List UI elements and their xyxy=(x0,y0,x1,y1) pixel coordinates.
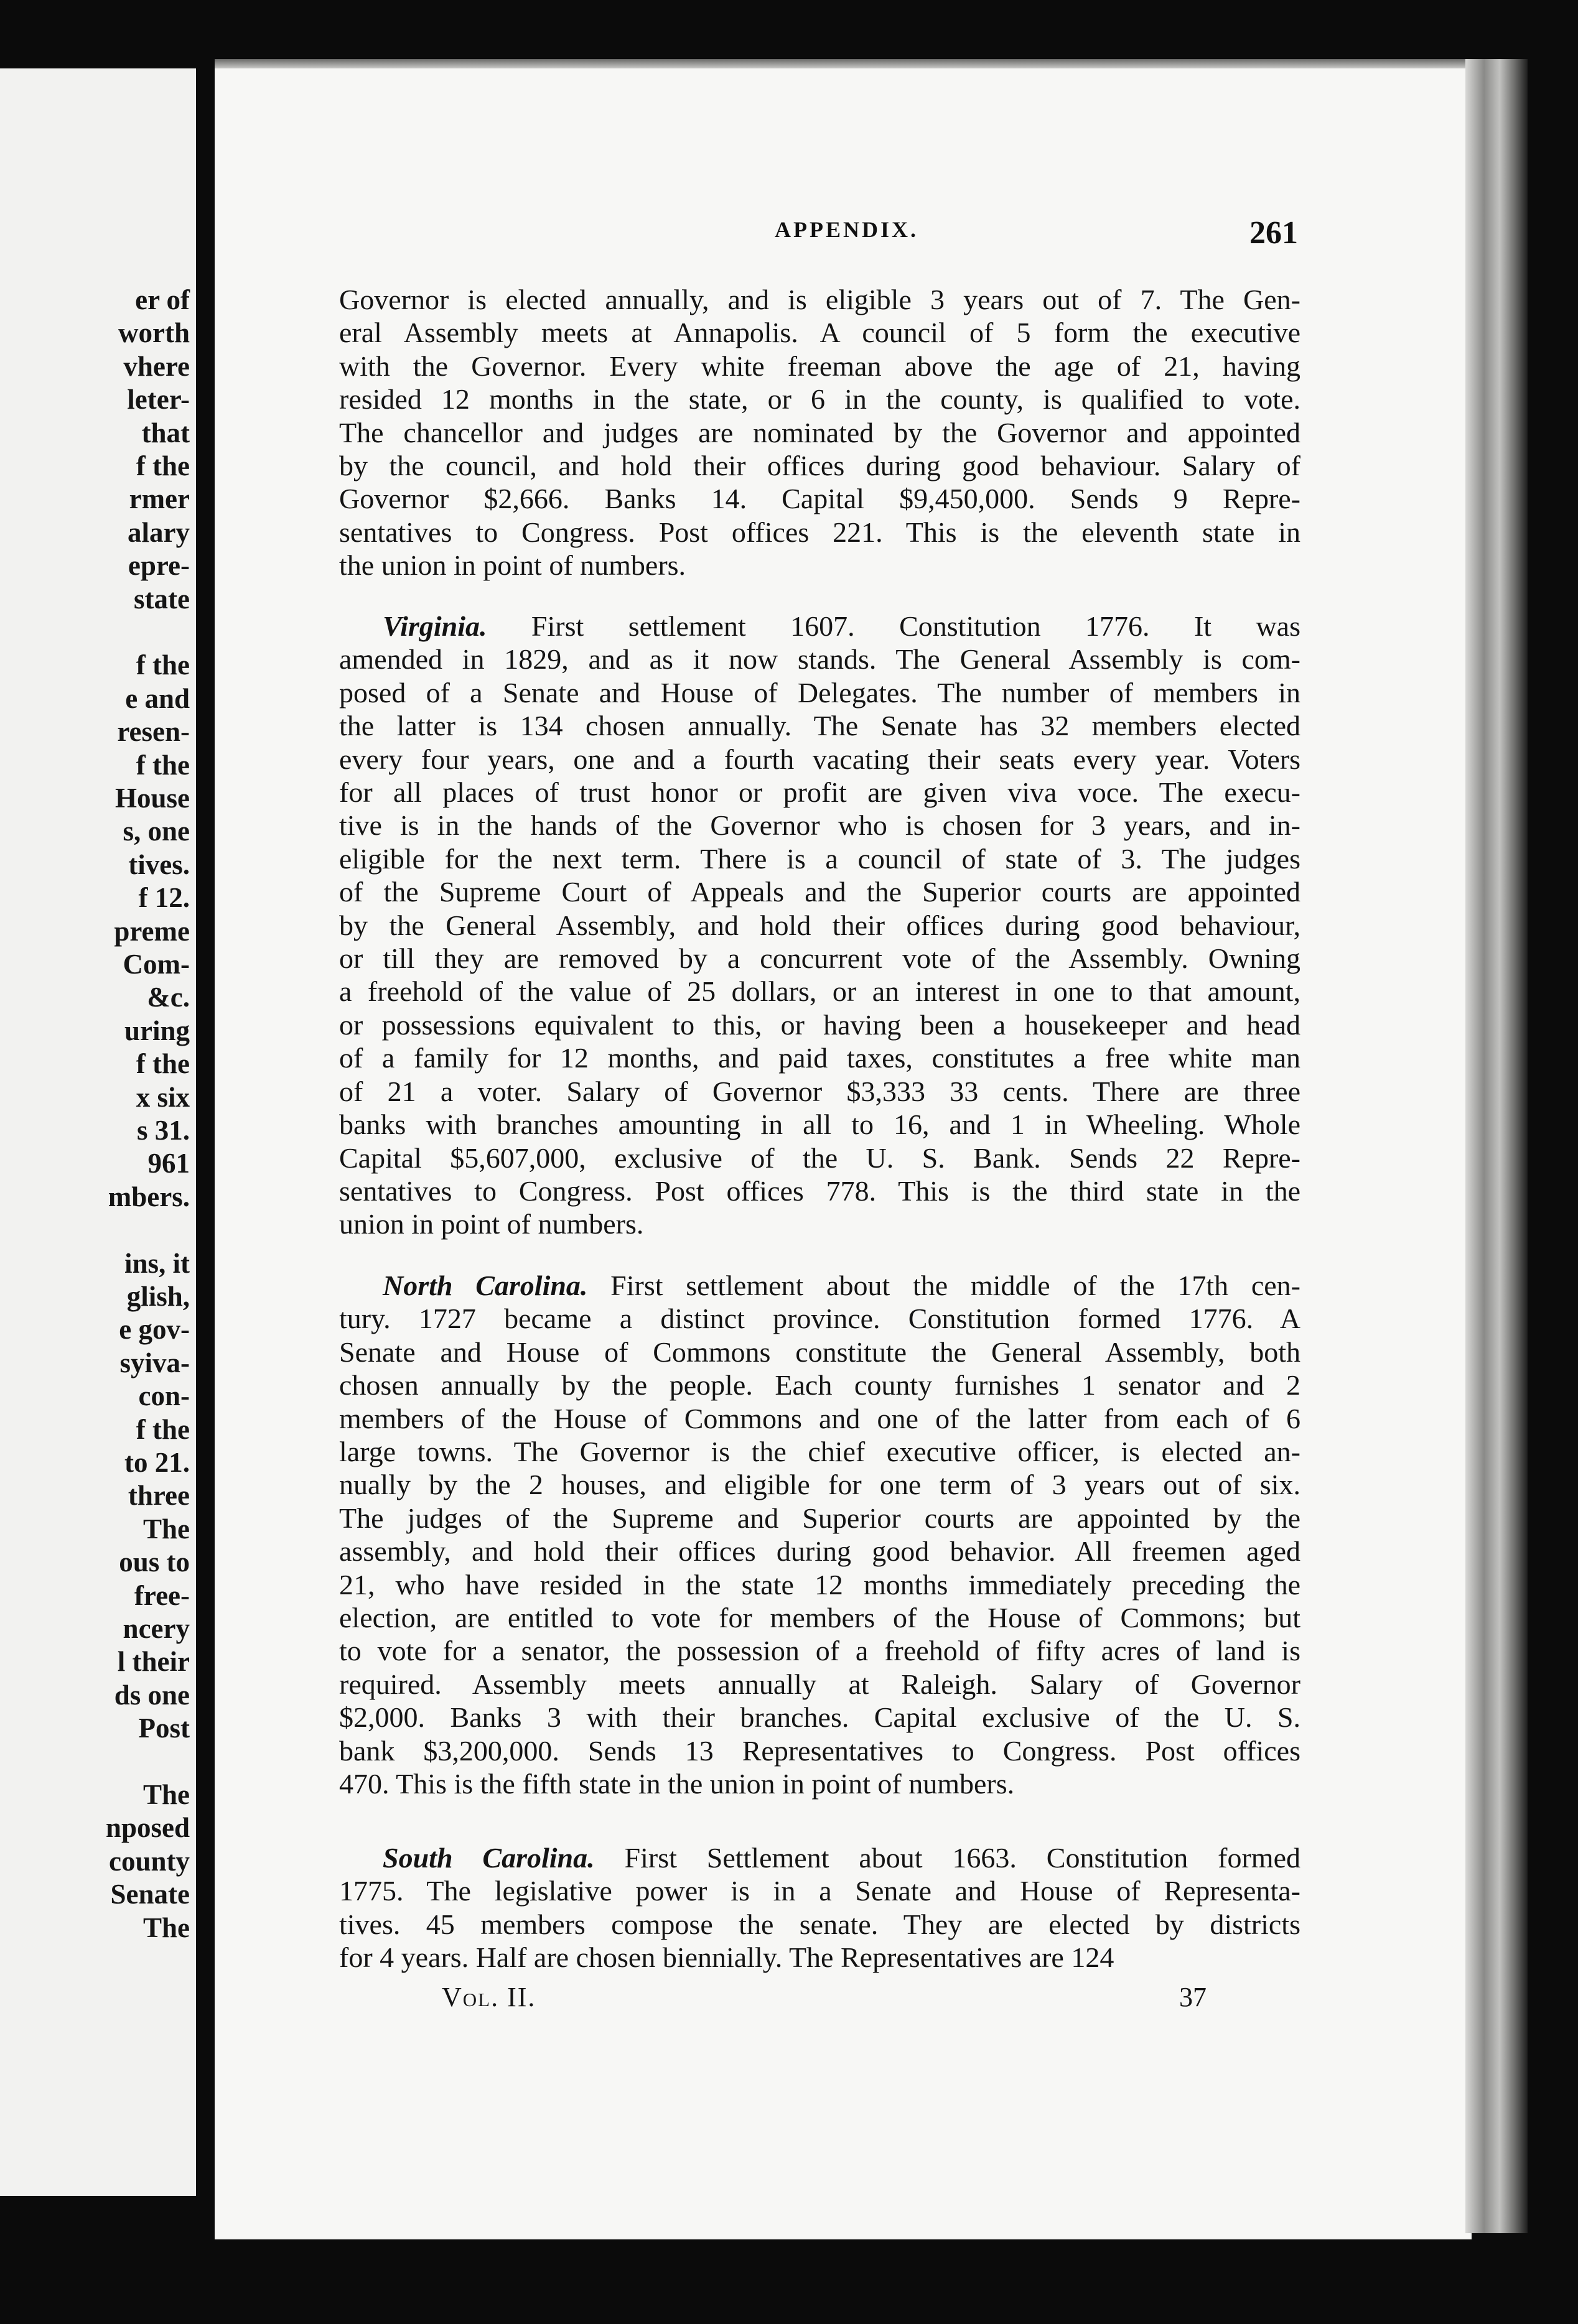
text-line xyxy=(339,1008,1300,1041)
line-text: eligible for the next term. There is a council of state of 3. The judges xyxy=(339,842,1300,875)
paragraph-maryland-continued xyxy=(339,283,1300,582)
facing-page-line-fragment: s 31. xyxy=(136,1115,190,1146)
text-line xyxy=(339,743,1300,776)
line-text: Governor is elected annually, and is eligible 3 years out of 7. The Gen- xyxy=(339,284,1300,315)
text-line xyxy=(339,1908,1300,1941)
facing-page-line-fragment: Com- xyxy=(123,949,190,980)
signature-mark: 37 xyxy=(1179,1982,1207,2012)
line-text: tury. 1727 became a distinct province. Constitution formed 1776. A xyxy=(339,1303,1300,1335)
text-line xyxy=(339,909,1300,942)
facing-page-line-fragment: alary xyxy=(128,516,190,548)
line-text: of the Supreme Court of Appeals and the Superior courts are appointed xyxy=(339,876,1300,908)
text-line xyxy=(339,1502,1300,1535)
text-line xyxy=(339,1701,1300,1734)
line-text: of 21 a voter. Salary of Governor $3,333 33 cents. There are three xyxy=(339,1075,1300,1107)
line-text: First Settlement about 1663. Constitution formed xyxy=(624,1842,1300,1874)
line-text: assembly, and hold their offices during good behavior. All freemen aged xyxy=(339,1535,1300,1568)
text-line xyxy=(339,1841,1300,1874)
facing-page-line-fragment: f the xyxy=(136,749,190,781)
text-line xyxy=(339,449,1300,482)
line-text: chosen annually by the people. Each county furnishes 1 senator and 2 xyxy=(339,1369,1300,1401)
facing-page-line-fragment: f the xyxy=(136,450,190,481)
facing-page-line-fragment: f 12. xyxy=(138,882,190,914)
page-stack-edge xyxy=(1465,59,1528,2233)
facing-page-line-fragment: Senate xyxy=(110,1879,190,1910)
line-text: First settlement about the middle of the 17th cen- xyxy=(610,1270,1300,1301)
text-line xyxy=(339,383,1300,416)
text-line xyxy=(339,809,1300,842)
line-text: tive is in the hands of the Governor who is chosen for 3 years, and in- xyxy=(339,809,1300,842)
line-text: large towns. The Governor is the chief executive officer, is elected an- xyxy=(339,1436,1300,1468)
facing-page-line-fragment: that xyxy=(141,417,190,449)
facing-page-line-fragment: county xyxy=(108,1845,190,1877)
line-text: Capital $5,607,000, exclusive of the U. S. Bank. Sends 22 Repre- xyxy=(339,1141,1300,1174)
text-line xyxy=(339,549,1300,582)
line-text: sentatives to Congress. Post offices 221. This is the eleventh state in xyxy=(339,516,1300,548)
text-line xyxy=(339,1767,1300,1800)
text-line xyxy=(339,975,1300,1008)
facing-page-line-fragment: 961 xyxy=(147,1148,190,1179)
facing-page-line-fragment: syiva- xyxy=(119,1347,190,1378)
text-line xyxy=(339,316,1300,349)
line-text: or possessions equivalent to this, or having been a housekeeper and head xyxy=(339,1008,1300,1041)
line-text: to vote for a senator, the possession of a freehold of fifty acres of land is xyxy=(339,1635,1300,1667)
line-text: Senate and House of Commons constitute the General Assembly, both xyxy=(339,1336,1300,1368)
facing-page-line-fragment: tives. xyxy=(128,848,190,880)
text-line xyxy=(339,1734,1300,1767)
facing-page-line-fragment: x six xyxy=(136,1081,190,1113)
text-line xyxy=(339,776,1300,809)
text-line xyxy=(339,942,1300,975)
text-line xyxy=(339,1535,1300,1568)
facing-page-line-fragment: s, one xyxy=(123,816,190,847)
line-text: First settlement 1607. Constitution 1776. It was xyxy=(531,610,1301,642)
line-text: with the Governor. Every white freeman above the age of 21, having xyxy=(339,350,1300,382)
paragraph-north-carolina xyxy=(339,1269,1300,1801)
facing-page-line-fragment: mbers. xyxy=(108,1181,190,1212)
facing-page-line-fragment: e gov- xyxy=(119,1314,190,1346)
line-text: 1775. The legislative power is in a Senate and House of Representa- xyxy=(339,1875,1300,1907)
text-line xyxy=(339,1108,1300,1141)
line-text: the union in point of numbers. xyxy=(339,549,686,582)
line-text: tives. 45 members compose the senate. They are elected by districts xyxy=(339,1908,1300,1940)
line-text: required. Assembly meets annually at Raleigh. Salary of Governor xyxy=(339,1668,1300,1700)
line-text: sentatives to Congress. Post offices 778. This is the third state in the xyxy=(339,1174,1300,1207)
facing-page-line-fragment: ous to xyxy=(119,1546,190,1578)
text-line xyxy=(339,1141,1300,1174)
facing-page-line-fragment: epre- xyxy=(128,550,190,582)
line-text: Governor $2,666. Banks 14. Capital $9,450,000. Sends 9 Repre- xyxy=(339,483,1300,515)
facing-page-line-fragment: The xyxy=(142,1513,190,1545)
line-text: 21, who have resided in the state 12 months immediately preceding the xyxy=(339,1568,1300,1601)
facing-page-line-fragment: rmer xyxy=(129,483,190,515)
state-heading: Virginia. xyxy=(383,610,487,642)
line-text: of a family for 12 months, and paid taxes, constitutes a free white man xyxy=(339,1042,1300,1074)
facing-page-line-fragment: con- xyxy=(138,1380,190,1412)
text-line xyxy=(339,516,1300,549)
facing-page-line-fragment: to 21. xyxy=(124,1447,190,1478)
text-line xyxy=(339,1568,1300,1601)
text-line xyxy=(339,1075,1300,1108)
facing-page-line-fragment: worth xyxy=(118,317,190,349)
state-heading: South Carolina. xyxy=(383,1842,595,1874)
paragraph-virginia xyxy=(339,610,1300,1241)
text-line xyxy=(339,1874,1300,1907)
text-line xyxy=(339,1601,1300,1634)
facing-page-line-fragment: leter- xyxy=(127,384,190,416)
facing-page-line-fragment: &c. xyxy=(147,982,190,1013)
facing-page-line-fragment: House xyxy=(114,783,190,814)
facing-page-line-fragment: vhere xyxy=(123,350,190,382)
line-text: by the council, and hold their offices during good behaviour. Salary of xyxy=(339,450,1300,482)
text-line xyxy=(339,1941,1300,1974)
text-line xyxy=(339,1369,1300,1401)
text-line xyxy=(339,1668,1300,1701)
facing-page-line-fragment: f the xyxy=(136,1413,190,1445)
text-line xyxy=(339,1435,1300,1468)
text-line xyxy=(339,1468,1300,1501)
text-line xyxy=(339,842,1300,875)
text-line xyxy=(339,1336,1300,1369)
facing-page-line-fragment: l their xyxy=(117,1646,190,1678)
line-text: 470. This is the fifth state in the union in point of numbers. xyxy=(339,1768,1015,1800)
line-text: bank $3,200,000. Sends 13 Representatives to Congress. Post offices xyxy=(339,1734,1300,1767)
facing-page-line-fragment: ds one xyxy=(114,1679,190,1711)
text-line xyxy=(339,875,1300,908)
line-text: for all places of trust honor or profit are given viva voce. The execu- xyxy=(339,776,1300,809)
text-line xyxy=(339,709,1300,742)
facing-page-line-fragment: ins, it xyxy=(124,1247,190,1279)
facing-page-line-fragment: preme xyxy=(114,915,190,947)
facing-page-line-fragment: f the xyxy=(136,649,190,681)
text-line xyxy=(339,610,1300,643)
text-line xyxy=(339,1207,1300,1240)
facing-page-line-fragment: resen- xyxy=(117,716,190,748)
facing-page-line-fragment: Post xyxy=(138,1713,190,1744)
text-line xyxy=(339,1402,1300,1435)
line-text: election, are entitled to vote for members of the House of Commons; but xyxy=(339,1602,1300,1634)
facing-page-line-fragment: ncery xyxy=(123,1613,190,1644)
facing-page-line-fragment: uring xyxy=(124,1015,190,1046)
text-line xyxy=(339,1269,1300,1302)
line-text: The chancellor and judges are nominated by the Governor and appointed xyxy=(339,416,1300,449)
line-text: the latter is 134 chosen annually. The Senate has 32 members elected xyxy=(339,710,1300,742)
facing-page-line-fragment: three xyxy=(128,1480,190,1512)
volume-label: Vol. II. xyxy=(442,1982,536,2012)
text-line xyxy=(339,482,1300,515)
text-line xyxy=(339,643,1300,676)
facing-page-line-fragment: The xyxy=(142,1912,190,1943)
text-line xyxy=(339,676,1300,709)
text-line xyxy=(339,1041,1300,1074)
facing-page-line-fragment: f the xyxy=(136,1048,190,1080)
facing-page-line-fragment: free- xyxy=(134,1579,190,1611)
facing-page-line-fragment: The xyxy=(142,1779,190,1810)
facing-page-line-fragment: er of xyxy=(135,284,190,315)
line-text: nually by the 2 houses, and eligible for one term of 3 years out of six. xyxy=(339,1469,1300,1501)
facing-page-line-fragment: glish, xyxy=(126,1281,190,1312)
text-line xyxy=(339,350,1300,383)
line-text: resided 12 months in the state, or 6 in the county, is qualified to vote. xyxy=(339,383,1300,416)
line-text: for 4 years. Half are chosen biennially. The Representatives are 124 xyxy=(339,1941,1114,1974)
facing-page xyxy=(0,68,196,2196)
text-line xyxy=(339,283,1300,316)
facing-page-line-fragment: nposed xyxy=(105,1812,190,1844)
page-number: 261 xyxy=(1249,215,1298,251)
paragraph-south-carolina xyxy=(339,1841,1300,1974)
line-text: union in point of numbers. xyxy=(339,1208,644,1240)
line-text: The judges of the Supreme and Superior courts are appointed by the xyxy=(339,1502,1300,1534)
state-heading: North Carolina. xyxy=(383,1270,588,1301)
text-line xyxy=(339,1634,1300,1667)
facing-page-line-fragment: state xyxy=(134,583,190,615)
line-text: eral Assembly meets at Annapolis. A council of 5 form the executive xyxy=(339,317,1300,349)
text-line xyxy=(339,416,1300,449)
text-line xyxy=(339,1302,1300,1335)
facing-page-line-fragment: e and xyxy=(125,682,190,714)
text-line xyxy=(339,1174,1300,1207)
line-text: members of the House of Commons and one of the latter from each of 6 xyxy=(339,1402,1300,1434)
line-text: a freehold of the value of 25 dollars, or an interest in one to that amount, xyxy=(339,975,1300,1008)
line-text: posed of a Senate and House of Delegates. The number of members in xyxy=(339,676,1300,709)
line-text: amended in 1829, and as it now stands. The General Assembly is com- xyxy=(339,643,1300,676)
running-header: APPENDIX. xyxy=(775,217,918,242)
line-text: or till they are removed by a concurrent vote of the Assembly. Owning xyxy=(339,942,1300,975)
line-text: by the General Assembly, and hold their offices during good behaviour, xyxy=(339,909,1300,941)
line-text: banks with branches amounting in all to 16, and 1 in Wheeling. Whole xyxy=(339,1109,1300,1141)
line-text: every four years, one and a fourth vacating their seats every year. Voters xyxy=(339,743,1300,775)
line-text: $2,000. Banks 3 with their branches. Capital exclusive of the U. S. xyxy=(339,1701,1300,1734)
